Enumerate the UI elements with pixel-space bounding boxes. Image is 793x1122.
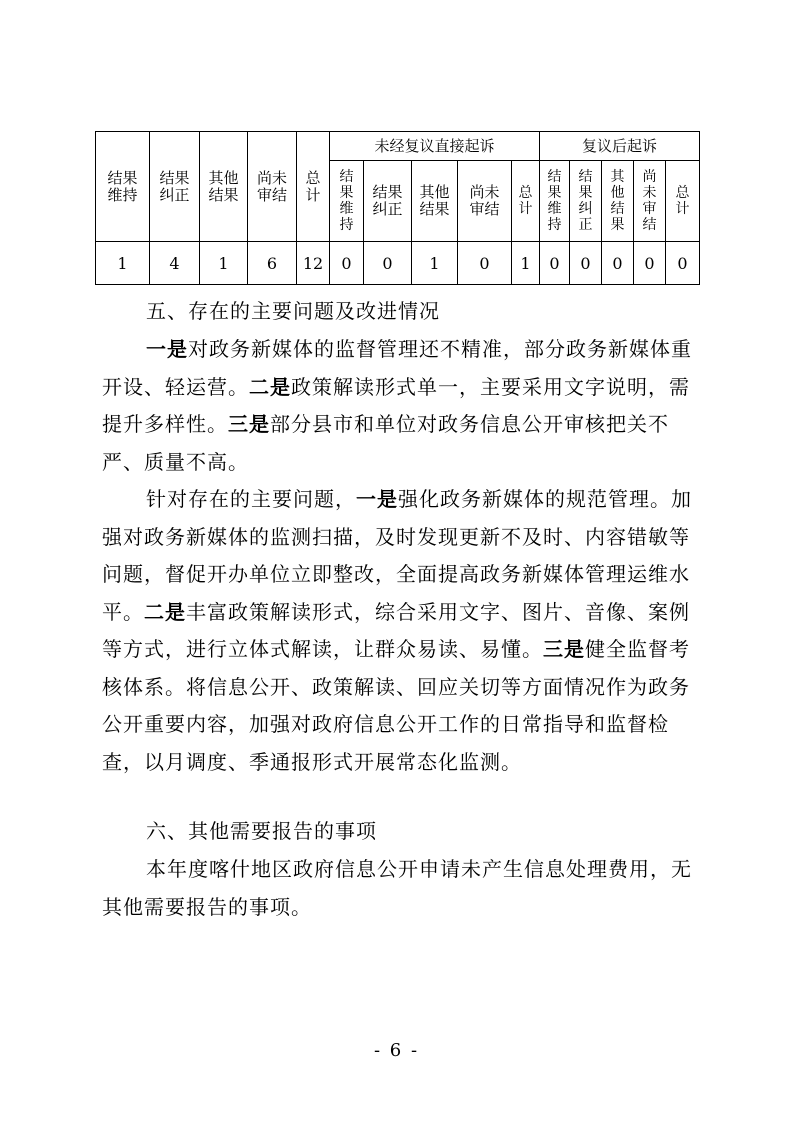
header-cell: 结果维持 — [540, 161, 570, 242]
table-row — [96, 242, 700, 285]
header-cell: 总计 — [666, 161, 700, 242]
value-cell: 0 — [540, 242, 570, 285]
value-cell: 1 — [512, 242, 540, 285]
paragraph: 本年度喀什地区政府信息公开申请未产生信息处理费用，无其他需要报告的事项。 — [102, 857, 692, 919]
header-cell: 结果纠正 — [364, 161, 412, 242]
header-cell: 总计 — [297, 132, 330, 242]
value-cell: 0 — [570, 242, 602, 285]
page-number: - 6 - — [373, 1040, 420, 1061]
header-cell: 结果维持 — [330, 161, 364, 242]
value-cell: 6 — [248, 242, 297, 285]
paragraph: 针对存在的主要问题，一是强化政务新媒体的规范管理。加强对政务新媒体的监测扫描，及时发现更新不及时、内容错敏等问题，督促开办单位立即整改，全面提高政务新媒体管理运维水平。二是丰富政策解读形式，综合采用文字、图片、音像、案例等方式，进行立体式解读，让群众易读、易懂。三是健全监督考核体系。将信息公开、政策解读、回应关切等方面情况作为政务公开重要内容，加强对政府信息公开工作的日常指导和监督检查，以月调度、季通报形式开展常态化监测。 — [102, 487, 692, 774]
value-cell: 4 — [150, 242, 200, 285]
header-cell: 尚未审结 — [634, 161, 666, 242]
header-cell: 结果维持 — [96, 132, 150, 242]
header-cell: 尚未审结 — [248, 132, 297, 242]
value-cell: 0 — [602, 242, 634, 285]
value-cell: 1 — [412, 242, 458, 285]
section-heading: 五、存在的主要问题及改进情况 — [146, 299, 440, 323]
admin-litigation-table — [95, 131, 700, 285]
value-cell: 0 — [666, 242, 700, 285]
value-cell: 0 — [634, 242, 666, 285]
header-cell: 尚未审结 — [458, 161, 512, 242]
value-cell: 1 — [200, 242, 248, 285]
after-group-header: 复议后起诉 — [540, 132, 700, 161]
header-cell: 总计 — [512, 161, 540, 242]
value-cell: 0 — [364, 242, 412, 285]
header-cell: 其他结果 — [200, 132, 248, 242]
header-cell: 其他结果 — [412, 161, 458, 242]
value-cell: 0 — [330, 242, 364, 285]
value-cell: 1 — [96, 242, 150, 285]
header-cell: 结果纠正 — [570, 161, 602, 242]
paragraph: 一是对政务新媒体的监督管理还不精准，部分政务新媒体重开设、轻运营。二是政策解读形式单一，主要采用文字说明，需提升多样性。三是部分县市和单位对政务信息公开审核把关不严、质量不高。 — [102, 337, 692, 474]
value-cell: 12 — [297, 242, 330, 285]
header-cell: 其他结果 — [602, 161, 634, 242]
header-cell: 结果纠正 — [150, 132, 200, 242]
section-heading: 六、其他需要报告的事项 — [146, 819, 377, 843]
direct-group-header: 未经复议直接起诉 — [330, 132, 540, 161]
value-cell: 0 — [458, 242, 512, 285]
